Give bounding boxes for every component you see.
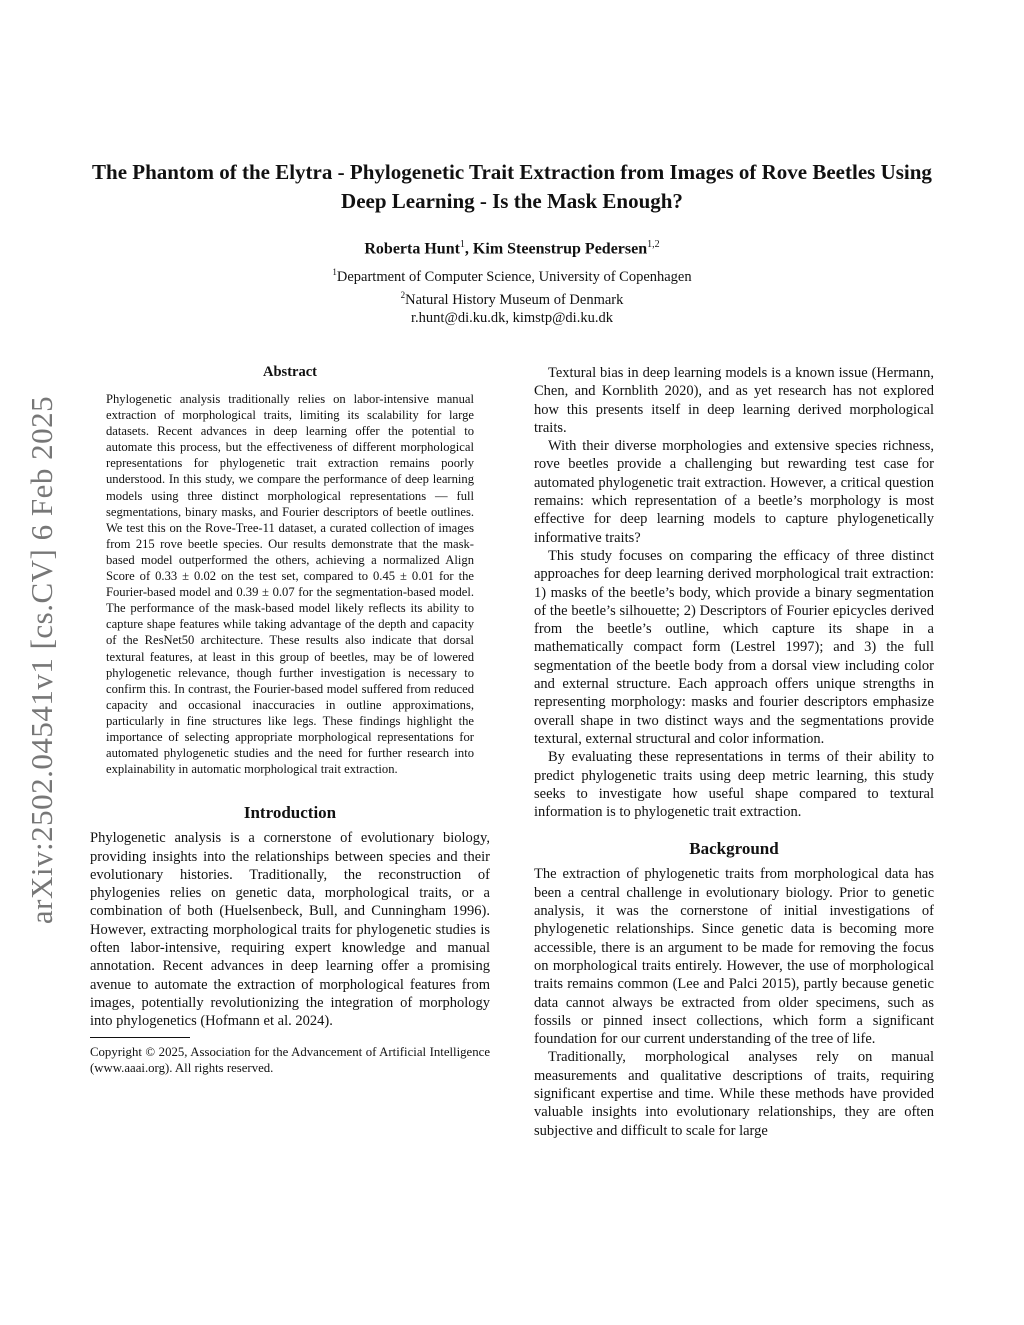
abstract-heading: Abstract — [263, 364, 317, 380]
author-emails: r.hunt@di.ku.dk, kimstp@di.ku.dk — [411, 309, 613, 326]
body-paragraph: By evaluating these representations in terms of their ability to predict phylogenetic traits using deep metric learning, this study seeks to investigate how useful shape compared to textural information is to phylogenetic trait extraction. — [534, 749, 934, 821]
introduction-paragraph: Phylogenetic analysis is a cornerstone of evolutionary biology, providing insights into the relationships between species and their evolutionary histories. Traditionally, the reconstruction of phylogenies relies on genetic data, morphological traits, or a combination of both (Huelsenbeck, Bull, and Cunningham 1996). However, extracting morphological traits for phylogenetic studies is often labor-intensive, requiring expert knowledge and manual annotation. Recent advances in deep learning offer a promising avenue to automate the extraction of morphological features from images, potentially revolutionizing the integration of morphology into phylogenetics (Hofmann et al. 2024). — [90, 830, 490, 1030]
abstract-section — [90, 364, 490, 777]
arxiv-stamp-text: arXiv:2502.04541v1 [cs.CV] 6 Feb 2025 — [24, 395, 60, 925]
arxiv-stamp — [2, 360, 82, 960]
author-affiliation-mark: 1 — [459, 239, 465, 250]
author-name: Roberta Hunt — [364, 240, 460, 258]
author-separator: , — [464, 240, 473, 258]
affiliation-line: $^1$Department of Computer Science, University of Copenhagen — [332, 267, 692, 285]
affiliations — [90, 263, 934, 327]
right-column — [534, 364, 934, 1140]
author-name: Kim Steenstrup Pedersen — [472, 240, 648, 258]
background-paragraph: Traditionally, morphological analyses rely on manual measurements and qualitative descriptions of traits, requiring significant expertise and time. While these methods have provided valuable insights into evolutionary relationships, they are often subjective and difficult to scale for large — [534, 1049, 934, 1139]
background-paragraph: The extraction of phylogenetic traits from morphological data has been a central challenge in evolutionary biology. Prior to genetic analysis, it was the cornerstone of initial investigations of phylogenetic relationships. Since genetic data is becoming more accessible, there is an argument to be made for removing the focus on morphological traits entirely. However, the use of morphological traits remains common (Lee and Palci 2015), partly because genetic data cannot always be extracted from older specimens, such as fossils or pinned insect collections, which form a significant foundation for our current understanding of the tree of life. — [534, 866, 934, 1048]
affiliation-mark: 2 — [400, 289, 406, 300]
abstract-text: Phylogenetic analysis traditionally relies on labor-intensive manual extraction of morphological traits, limiting its scalability for large datasets. Recent advances in deep learning offer the potential to automate this process, but the effectiveness of different morphological representations for phylogenetic trait extraction remains poorly understood. In this study, we compare the performance of deep learning models using three distinct morphological representations — full segmentations, binary masks, and Fourier descriptors of beetle outlines. We test this on the Rove-Tree-11 dataset, a curated collection of images from 215 rove beetle species. Our results demonstrate that the mask-based model outperformed the others, achieving a normalized Align Score of 0.33 ± 0.02 on the test set, compared to 0.45 ± 0.01 for the Fourier-based model and 0.39 ± 0.07 for the segmentation-based model. The performance of the mask-based model likely reflects its ability to capture shape features while taking advantage of the depth and capacity of the ResNet50 architecture. These results also indicate that dorsal textural features, at least in this group of beetles, may be of lowered phylogenetic relevance, though further investigation is necessary to confirm this. In contrast, the Fourier-based model suffered from reduced capacity and occasional inaccuracies in outline approximations, particularly in fine structures like legs. These findings highlight the importance of selecting appropriate morphological representations for automated phylogenetic studies and the need for further research into explainability in automatic morphological trait extraction. — [106, 392, 474, 777]
author-line — [90, 234, 934, 260]
affiliation-line: $^2$Natural History Museum of Denmark — [400, 289, 624, 308]
left-column — [90, 364, 490, 1076]
author-affiliation-mark: 1,2 — [647, 239, 660, 250]
body-paragraph: With their diverse morphologies and extensive species richness, rove beetles provide a challenging but rewarding test case for automated phylogenetic trait extraction. However, a critical question remains: which representation of a beetle’s morphology is most effective for deep learning models to capture phylogenetically informative traits? — [534, 438, 934, 546]
body-paragraph: This study focuses on comparing the efficacy of three distinct approaches for deep learning derived morphological trait extraction: 1) masks of the beetle’s body, which provide a binary segmentation of the beetle’s silhouette; 2) Descriptors of Fourier epicycles derived from the beetle’s outline, which capture its shape in a mathematically compact form (Lestrel 1997); and 3) the full segmentation of the beetle body from a dorsal view including color and external structure. Each approach offers unique strengths in representing morphology: masks and fourier descriptors emphasize overall shape in two distinct ways and the segmentations provide textural, external structural and color information. — [534, 547, 934, 747]
affiliation-mark: 1 — [332, 267, 337, 277]
paper-title: The Phantom of the Elytra - Phylogenetic Trait Extraction from Images of Rove Beetles Using Deep Learning - Is the Mask Enough? — [92, 160, 932, 213]
copyright-footnote: Copyright © 2025, Association for the Advancement of Artificial Intelligence (www.aaai.org). All rights reserved. — [90, 1044, 490, 1075]
body-paragraph: Textural bias in deep learning models is a known issue (Hermann, Chen, and Kornblith 2020), and as yet research has not explored how this presents itself in deep learning derived morphological traits. — [534, 365, 934, 436]
introduction-heading: Introduction — [243, 803, 337, 823]
background-heading: Background — [689, 839, 779, 859]
footnote-rule — [90, 1037, 190, 1038]
